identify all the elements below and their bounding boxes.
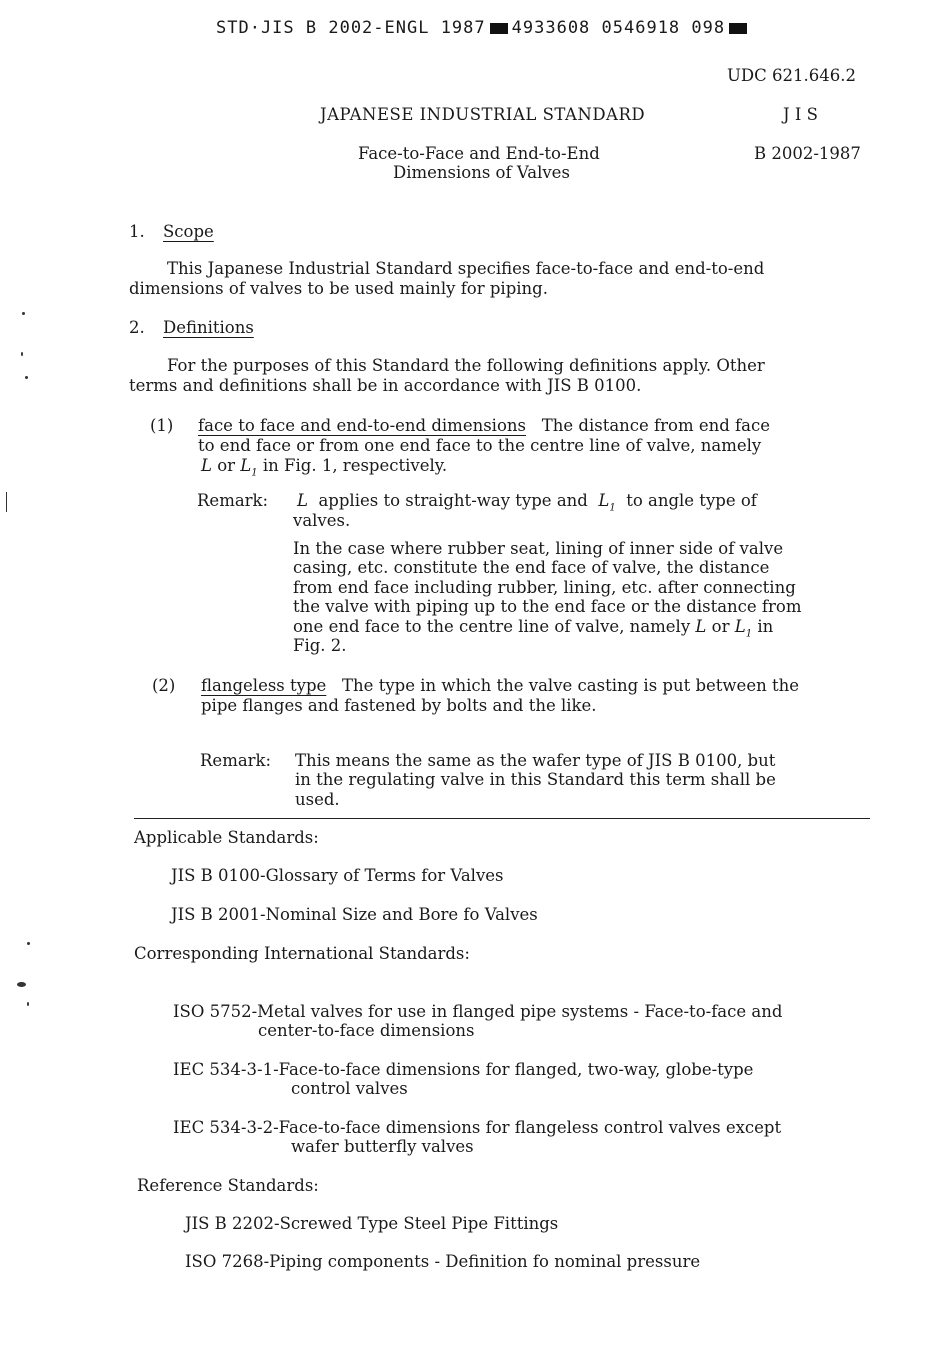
document-stamp (216, 18, 751, 38)
stamp-code-b: 4933608 0546918 098 (511, 18, 726, 38)
remark1-para-line5 (293, 617, 773, 644)
scan-speck (25, 376, 28, 379)
stamp-block-mark-end (729, 23, 747, 34)
standard-type: JAPANESE INDUSTRIAL STANDARD (320, 105, 646, 124)
remark2-label: Remark: (200, 751, 272, 770)
definition-item2-number: (2) (152, 676, 176, 695)
section-definitions-heading: Definitions (163, 318, 254, 337)
remark1-para-line4: the valve with piping up to the end face or the distance from (293, 597, 802, 616)
footnote-divider (134, 818, 870, 819)
definition-item1-number: (1) (150, 416, 174, 435)
scan-speck (6, 492, 7, 512)
section-scope-number: 1. (129, 222, 145, 241)
remark1-line2: valves. (293, 511, 351, 530)
word-or: or (711, 617, 730, 636)
definition-item2-text1: The type in which the valve casting is put between the (342, 676, 799, 695)
remark1-text-b: to angle type of (626, 491, 757, 510)
scan-speck (22, 312, 25, 315)
definition-item2-line1 (201, 676, 799, 695)
stamp-block-mark (490, 23, 508, 34)
remark2-line2: in the regulating valve in this Standard this term shall be (295, 770, 776, 789)
scan-speck (27, 942, 30, 945)
remark1-para-line1: In the case where rubber seat, lining of inner side of valve (293, 539, 784, 558)
jis-mark: J I S (783, 105, 818, 124)
stamp-code-a: STD·JIS B 2002-ENGL 1987 (216, 18, 486, 38)
remark2-line1: This means the same as the wafer type of JIS B 0100, but (295, 751, 776, 770)
applicable-standard-item: JIS B 0100-Glossary of Terms for Valves (171, 866, 504, 885)
reference-standards-heading: Reference Standards: (137, 1176, 319, 1195)
definition-item1-line3 (201, 456, 447, 483)
definition-item1-term: face to face and end-to-end dimensions (198, 416, 526, 435)
symbol-l: L (201, 456, 212, 475)
definition-item2-term: flangeless type (201, 676, 327, 695)
iso5752-line2: center-to-face dimensions (258, 1021, 475, 1040)
scope-text-line2: dimensions of valves to be used mainly for piping. (129, 279, 548, 298)
remark1-para-line2: casing, etc. constitute the end face of valve, the distance (293, 558, 770, 577)
scan-speck (27, 1002, 29, 1006)
definition-item1-text3: in Fig. 1, respectively. (262, 456, 448, 475)
definition-item1-text1: The distance from end face (541, 416, 771, 435)
definitions-intro-line2: terms and definitions shall be in accordance with JIS B 0100. (129, 376, 642, 395)
remark1-para-line6: Fig. 2. (293, 636, 347, 655)
section-definitions-number: 2. (129, 318, 145, 337)
page-title-line2: Dimensions of Valves (393, 163, 570, 182)
iec534-3-1-line1: IEC 534-3-1-Face-to-face dimensions for flanged, two-way, globe-type (173, 1060, 754, 1079)
symbol-l: L (297, 491, 308, 510)
udc-number: UDC 621.646.2 (727, 66, 856, 85)
section-scope-heading: Scope (163, 222, 214, 241)
definition-item1-text2: to end face or from one end face to the centre line of valve, namely (198, 436, 762, 455)
word-or: or (217, 456, 236, 475)
remark1-para5-text: one end face to the centre line of valve, namely (293, 617, 691, 636)
definitions-intro-line1: For the purposes of this Standard the following definitions apply. Other (167, 356, 765, 375)
symbol-l1: $L_1$ (240, 456, 258, 479)
symbol-l1: $L_1$ (598, 491, 616, 514)
standard-code: B 2002-1987 (754, 144, 861, 163)
scan-speck (21, 352, 23, 356)
applicable-standards-heading: Applicable Standards: (134, 828, 319, 847)
iso5752-line1: ISO 5752-Metal valves for use in flanged pipe systems - Face-to-face and (173, 1002, 783, 1021)
reference-standard-item: ISO 7268-Piping components - Definition fo nominal pressure (185, 1252, 701, 1271)
definition-item1-line1 (198, 416, 770, 435)
word-in: in (757, 617, 774, 636)
remark2-line3: used. (295, 790, 340, 809)
iec534-3-2-line1: IEC 534-3-2-Face-to-face dimensions for flangeless control valves except (173, 1118, 782, 1137)
applicable-standard-item: JIS B 2001-Nominal Size and Bore fo Valves (171, 905, 538, 924)
remark1-para-line3: from end face including rubber, lining, etc. after connecting (293, 578, 796, 597)
symbol-l: L (695, 617, 707, 636)
page-title-line1: Face-to-Face and End-to-End (358, 144, 600, 163)
remark1-label: Remark: (197, 491, 269, 510)
symbol-l1: $L_1$ (734, 617, 753, 640)
international-standards-heading: Corresponding International Standards: (134, 944, 470, 963)
iec534-3-1-line2: control valves (291, 1079, 408, 1098)
scope-text-line1: This Japanese Industrial Standard specifies face-to-face and end-to-end (167, 259, 765, 278)
remark1-text-a: applies to straight-way type and (318, 491, 588, 510)
definition-item2-text2: pipe flanges and fastened by bolts and the like. (201, 696, 597, 715)
remark1-line1 (297, 491, 757, 518)
iec534-3-2-line2: wafer butterfly valves (291, 1137, 474, 1156)
reference-standard-item: JIS B 2202-Screwed Type Steel Pipe Fittings (185, 1214, 559, 1233)
scan-speck (17, 982, 26, 987)
